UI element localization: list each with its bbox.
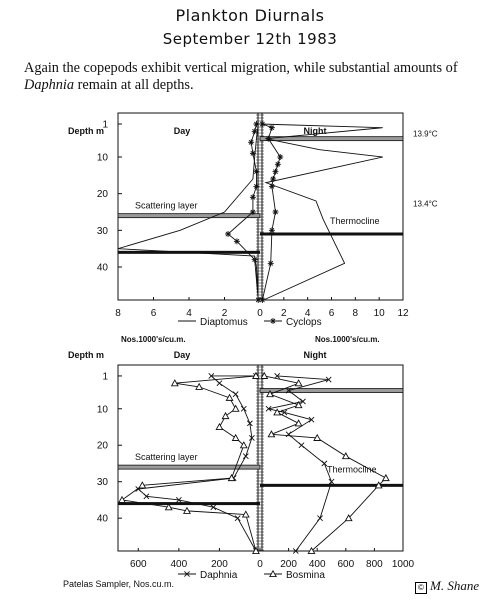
panel2-bosmina-night-point	[343, 453, 349, 459]
panel1-cyclops-day-point	[253, 121, 259, 127]
panel2-bosmina-day-point	[232, 406, 238, 412]
panel1-cyclops-night-point	[259, 297, 265, 303]
panel2-depth-tick-label: 30	[96, 477, 108, 489]
footer-note: Patelas Sampler, Nos.cu.m.	[63, 579, 175, 589]
panel2-bosmina-day-point	[216, 424, 222, 430]
page-title: Plankton Diurnals	[175, 6, 325, 25]
panel1-depth-tick-label: 1	[102, 119, 108, 131]
panel2-daphnia-night-point	[299, 443, 304, 448]
panel1-depth-tick-label: 30	[96, 225, 108, 237]
panel1-temperature-mid: 13.4°C	[413, 199, 438, 209]
panel1-cyclops-night-point	[269, 227, 275, 233]
panel2-bosmina-day-point	[222, 413, 228, 419]
panel1-legend-label: Cyclops	[286, 317, 322, 328]
panel2-daphnia-night-point	[317, 516, 322, 521]
panel1-cyclops-day-point	[250, 194, 256, 200]
panel2-bosmina-day-line	[122, 376, 256, 551]
panel2-night-tick-label: 400	[308, 559, 326, 570]
panel1-cyclops-day-point	[253, 169, 259, 175]
panel2-bosmina-night-point	[268, 431, 274, 437]
panel2-daphnia-day-point	[233, 392, 238, 397]
panel2-night-tick-label: 200	[280, 559, 297, 570]
page-subtitle: September 12th 1983	[162, 30, 338, 48]
panel2-day-tick-label: 600	[129, 559, 147, 570]
panel1-cyclops-night-point	[270, 176, 276, 182]
panel2-bosmina-day-point	[226, 395, 232, 401]
panel2-night-upper-band	[260, 389, 403, 393]
panel1-cyclops-night-point	[275, 161, 281, 167]
para-text-1: Again the copepods exhibit vertical migration, while substantial amounts of	[24, 60, 458, 76]
panel2-daphnia-night-point	[309, 417, 314, 422]
panel1-cyclops-night-point	[259, 121, 265, 127]
panel1-depth-tick-label: 10	[96, 152, 108, 164]
panel1-cyclops-night-point	[269, 125, 275, 131]
panel1-depth-tick-label: 40	[96, 262, 108, 274]
panel2-night-tick-label: 0	[257, 559, 263, 570]
panel2-depth-tick-label: 1	[102, 371, 108, 383]
panel1-night-units: Nos.1000's/cu.m.	[315, 335, 380, 344]
panel1-scattering-layer-band	[118, 214, 260, 218]
panel2-daphnia-day-line	[138, 376, 256, 551]
panel1-legend-marker	[270, 318, 276, 324]
panel1-diaptomus-day-line	[118, 124, 258, 300]
panel2-daphnia-night-line	[269, 376, 332, 551]
panel2-bosmina-day-point	[232, 435, 238, 441]
panel2-night-header: Night	[303, 350, 327, 360]
panel1-night-tick-label: 0	[257, 308, 263, 319]
panel1-night-tick-label: 12	[397, 308, 409, 319]
panel2-scattering-layer-label: Scattering layer	[135, 452, 198, 463]
panel1-cyclops-day-point	[248, 139, 254, 145]
panel1-day-tick-label: 6	[150, 308, 157, 319]
panel2-depth-tick-label: 40	[96, 513, 108, 525]
panel2-daphnia-night-point	[329, 479, 334, 484]
panel2-daphnia-day-point	[243, 454, 248, 459]
panel1-night-tick-label: 4	[304, 308, 311, 319]
panel1-cyclops-day-point	[252, 128, 258, 134]
panel1-depth-label: Depth m	[68, 126, 104, 136]
panel2-night-tick-label: 800	[366, 559, 383, 570]
copyright-credit	[415, 578, 479, 594]
panel2-bosmina-night-point	[383, 475, 389, 481]
copyright-mark: ©	[415, 582, 427, 594]
panel1-day-units: Nos.1000's/cu.m.	[121, 335, 186, 344]
panel2-depth-tick-label: 10	[96, 404, 108, 416]
panel1-cyclops-night-point	[277, 154, 283, 160]
panel2-daphnia-day-point	[241, 406, 246, 411]
panel2-night-tick-label: 1000	[391, 559, 415, 570]
panel1-night-header: Night	[303, 126, 327, 136]
panel2-daphnia-day-point	[235, 516, 240, 521]
panel1-day-tick-label: 4	[186, 308, 192, 319]
panel2-daphnia-day-point	[217, 381, 222, 386]
author-signature: M. Shane	[430, 578, 480, 593]
panel1-cyclops-night-point	[268, 260, 274, 266]
panel2-day-header: Day	[173, 350, 191, 360]
panel2-depth-tick-label: 20	[96, 440, 108, 452]
panel1-depth-tick-label: 20	[96, 189, 108, 201]
panel1-thermocline-label: Thermocline	[330, 216, 380, 226]
panel2-legend-label: Daphnia	[200, 570, 238, 581]
panel1-cyclops-night-point	[272, 169, 278, 175]
panel1-day-header: Day	[173, 126, 191, 136]
panel1-night-tick-label: 6	[328, 308, 335, 319]
panel2-day-tick-label: 400	[170, 559, 188, 570]
panel2-depth-label: Depth m	[68, 350, 104, 360]
panel1-night-tick-label: 2	[281, 308, 287, 319]
panel2-thermocline-label: Thermocline	[327, 464, 377, 475]
para-text-2: remain at all depths.	[74, 77, 194, 93]
panel1-scattering-layer-label: Scattering layer	[135, 200, 198, 211]
panel1-temperature-upper: 13.9°C	[413, 129, 438, 139]
panel1-cyclops-night-point	[272, 209, 278, 215]
panel1-legend-label: Diaptomus	[200, 317, 248, 328]
panel1-night-tick-label: 8	[352, 308, 359, 319]
panel2-bosmina-day-point	[119, 497, 125, 503]
panel2-bosmina-night-point	[295, 420, 301, 426]
panel2-night-tick-label: 600	[337, 559, 355, 570]
panel1-day-tick-label: 2	[221, 308, 228, 319]
panel2-day-tick-label: 200	[211, 559, 228, 570]
panel2-legend-label: Bosmina	[286, 570, 325, 581]
para-italic-species: Daphnia	[24, 77, 75, 93]
panel1-day-tick-label: 8	[115, 308, 121, 319]
panel1-thermocline-line	[260, 233, 403, 236]
panel1-night-tick-label: 10	[373, 308, 385, 319]
